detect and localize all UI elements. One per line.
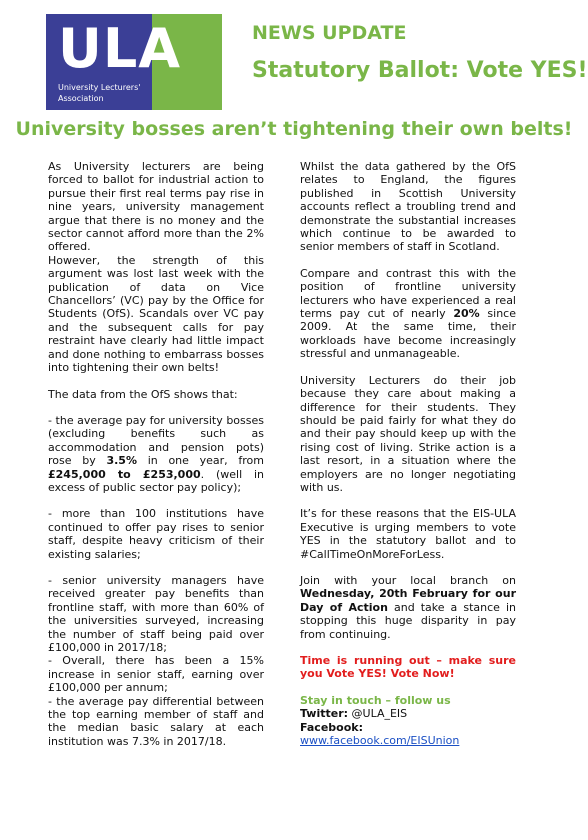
left-para-3: The data from the OfS shows that:: [48, 387, 238, 401]
logo-letters: ULA: [58, 17, 182, 80]
day-of-action: Wednesday, 20th February for our Day of Action: [300, 587, 516, 614]
twitter-line: [300, 707, 516, 720]
left-para-2: However, the strength of this argument was lost last week with the publication of data on Vice Chancellors’ (VC) pay by the Office for Students (OfS). Scandals over VC pay and the subsequent calls for pay restraint have clearly had little impact and done nothing to embarrass bosses into tightening their own belts!: [48, 253, 264, 375]
bullet-1-b: in one year, from: [136, 454, 264, 468]
right-para-2-a: Compare and contrast this with the position of frontline university lecturers who have experienced a real terms pay cut of nearly: [300, 266, 516, 321]
facebook-label: [300, 721, 516, 734]
page-title: Statutory Ballot: Vote YES!: [252, 58, 588, 83]
headline: University bosses aren’t tightening their own belts!: [15, 118, 573, 140]
news-update-kicker: NEWS UPDATE: [252, 22, 407, 44]
facebook-label-text: Facebook:: [300, 720, 363, 734]
bullet-1-a: - the average pay for university bosses (excluding benefits such as accommodation and pension pots) rose by: [48, 413, 264, 468]
bullet-1: [48, 414, 264, 494]
bullet-2: - more than 100 institutions have continued to offer pay rises to senior staff, despite heavy criticism of their existing salaries;: [48, 507, 264, 561]
logo-subtitle-line1: University Lecturers': [58, 83, 141, 92]
right-column: [300, 160, 516, 747]
bullet-1-range: £245,000 to £253,000: [48, 467, 201, 481]
bullet-1-c: . (well in excess of public sector pay policy);: [48, 467, 264, 494]
right-para-5: [300, 574, 516, 641]
bullet-3: - senior university managers have received greater pay benefits than frontline staff, with more than 60% of the universities surveyed, increasing the number of staff being paid over £100,000 in 2017/18;: [48, 573, 264, 654]
right-para-3: University Lecturers do their job because they care about making a difference for their students. They should be paid fairly for what they do and their pay should keep up with the rising cost of living. Strike action is a last resort, in a situation where the employers are no longer negotiating with us.: [300, 373, 516, 494]
facebook-link[interactable]: www.facebook.com/EISUnion: [300, 734, 460, 748]
twitter-handle: @ULA_EIS: [348, 707, 408, 721]
right-para-2-b: since 2009. At the same time, their workloads have become increasingly stressful and unmanageable.: [300, 307, 516, 361]
twitter-label: Twitter:: [300, 707, 349, 721]
call-to-action: Time is running out – make sure you Vote YES! Vote Now!: [300, 654, 516, 681]
right-para-5-b: and take a stance in stopping this huge disparity in pay from continuing.: [300, 600, 516, 641]
bullet-4: - Overall, there has been a 15% increase in senior staff, earning over £100,000 per annum;: [48, 654, 264, 695]
right-para-2-pct: 20%: [453, 307, 480, 321]
left-para-1: As University lecturers are being forced to ballot for industrial action to pursue their first real terms pay rise in nine years, university management argue that there is no money and the sector cannot afford more than the 2% offered.: [48, 160, 264, 254]
bullet-5: - the average pay differential between the top earning member of staff and the median basic salary at each institution was 7.3% in 2017/18.: [48, 694, 264, 748]
right-para-1: Whilst the data gathered by the OfS relates to England, the figures published in Scottish University accounts reflect a troubling trend and demonstrate the substantial increases which continue to be awarded to senior members of staff in Scotland.: [300, 160, 516, 254]
left-column: [48, 160, 264, 748]
stay-in-touch: Stay in touch – follow us: [300, 693, 451, 707]
right-para-5-a: Join with your local branch on: [300, 573, 516, 587]
logo-subtitle: [58, 82, 140, 104]
right-para-2: [300, 267, 516, 361]
right-para-4: It’s for these reasons that the EIS-ULA Executive is urging members to vote YES in the statutory ballot and to #CallTimeOnMoreForLess.: [300, 507, 516, 561]
bullet-1-pct: 3.5%: [106, 454, 137, 468]
logo-subtitle-line2: Association: [58, 94, 104, 103]
ula-logo: [46, 14, 222, 110]
facebook-line: [300, 734, 516, 747]
